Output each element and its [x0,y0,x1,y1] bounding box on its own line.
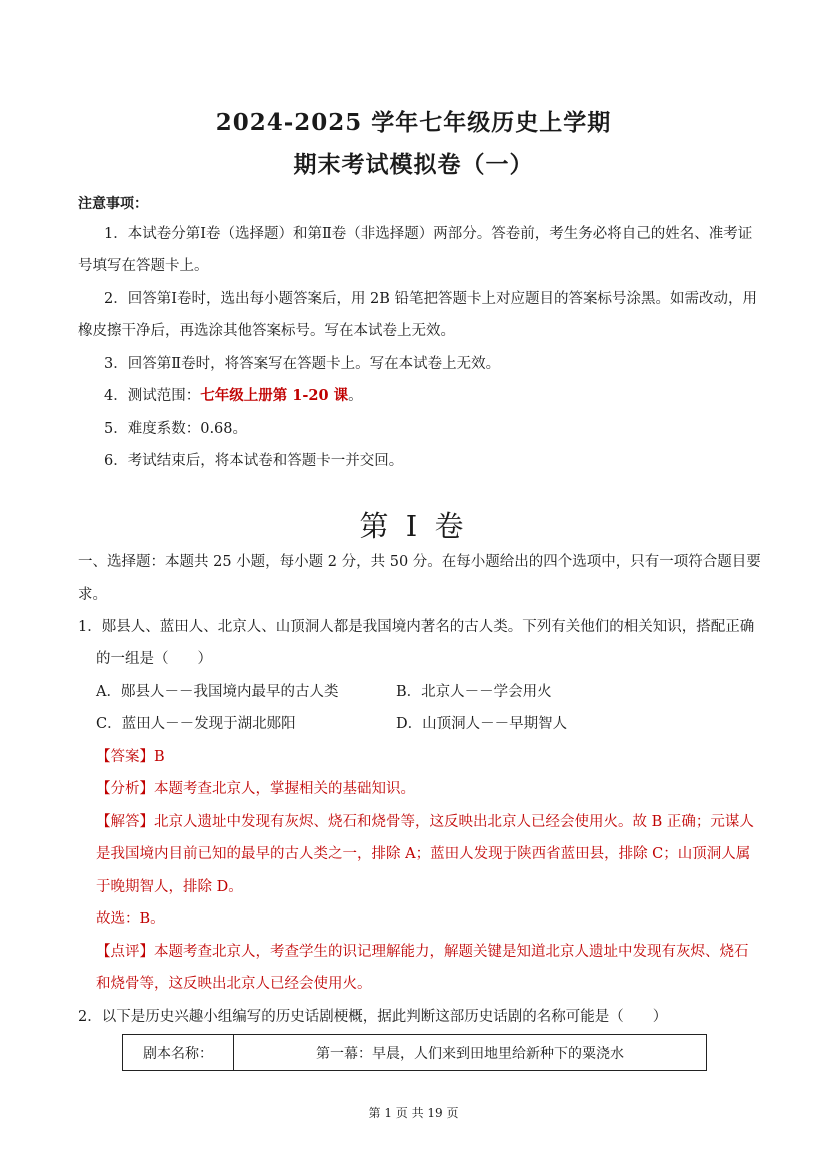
notice-item-4-suffix: 。 [348,388,363,404]
exam-title-line1: 2024-2025 学年七年级历史上学期 [215,109,612,136]
notice-item-4-prefix: 4．测试范围： [104,388,201,404]
analysis-tag: 【分析】 [96,781,154,797]
script-table [122,1034,707,1071]
q1-comment-line-1 [96,936,749,968]
notice-item-3: 3．回答第Ⅱ卷时，将答案写在答题卡上。写在本试卷上无效。 [104,356,501,372]
comment-text-1: 本题考查北京人，考查学生的识记理解能力，解题关键是知道北京人遗址中发现有灰烬、烧石 [154,944,749,960]
notice-item-2-line-1: 2．回答第Ⅰ卷时，选出每小题答案后，用 2B 铅笔把答题卡上对应题目的答案标号涂黑。如需改动，用 [104,291,758,307]
notice-item-1-line-2: 号填写在答题卡上。 [78,258,209,274]
page-footer: 第 1 页 共 19 页 [368,1106,459,1120]
answer-value: B [154,749,165,765]
notice-item-2-line-2: 橡皮擦干净后，再选涂其他答案标号。写在本试卷上无效。 [78,323,455,339]
q1-analysis [96,773,415,805]
notice-item-5: 5．难度系数：0.68。 [104,421,248,437]
q1-option-a: A．郧县人－－我国境内最早的古人类 [96,684,339,700]
notice-item-1-line-1: 1．本试卷分第Ⅰ卷（选择题）和第Ⅱ卷（非选择题）两部分。答卷前，考生务必将自己的姓名、准考证 [104,226,753,242]
section-1-line-1: 一、选择题：本题共 25 小题，每小题 2 分，共 50 分。在每小题给出的四个选项中，只有一项符合题目要 [78,554,761,570]
solution-text-1: 北京人遗址中发现有灰烬、烧石和烧骨等，这反映出北京人已经会使用火。故 B 正确；元谋人 [154,814,754,830]
q1-choose: 故选：B。 [96,911,165,927]
comment-tag: 【点评】 [96,944,154,960]
answer-tag: 【答案】 [96,749,154,765]
section-1-line-2: 求。 [78,587,107,603]
q1-stem-line-1: 1．郧县人、蓝田人、北京人、山顶洞人都是我国境内著名的古人类。下列有关他们的相关知识，搭配正确 [78,619,755,635]
q1-option-b: B．北京人－－学会用火 [396,684,552,700]
volume-title: 第 I 卷 [359,509,468,543]
notice-heading: 注意事项： [78,196,148,212]
q1-solution-line-3: 于晚期智人，排除 D。 [96,879,243,895]
q2-stem: 2．以下是历史兴趣小组编写的历史话剧梗概，据此判断这部历史话剧的名称可能是（ ） [78,1009,668,1025]
script-name-label: 剧本名称： [123,1035,234,1071]
q1-option-c: C．蓝田人－－发现于湖北郧阳 [96,716,296,732]
test-range: 七年级上册第 1-20 课 [200,387,349,404]
script-act-1: 第一幕：早晨，人们来到田地里给新种下的粟浇水 [234,1035,707,1071]
table-row [123,1035,707,1071]
q1-comment-line-2: 和烧骨等，这反映出北京人已经会使用火。 [96,976,372,992]
exam-title-line2: 期末考试模拟卷（一） [293,151,534,178]
q1-answer [96,741,165,773]
notice-item-4 [104,380,363,412]
q1-stem-line-2: 的一组是（ ） [96,651,212,667]
q1-solution-line-2: 是我国境内目前已知的最早的古人类之一，排除 A；蓝田人发现于陕西省蓝田县，排除 C；山顶洞人属 [96,846,751,862]
solution-tag: 【解答】 [96,814,154,830]
notice-item-6: 6．考试结束后，将本试卷和答题卡一并交回。 [104,453,404,469]
q1-solution-line-1 [96,806,754,838]
q1-option-d: D．山顶洞人－－早期智人 [396,716,568,732]
analysis-text: 本题考查北京人，掌握相关的基础知识。 [154,781,415,797]
